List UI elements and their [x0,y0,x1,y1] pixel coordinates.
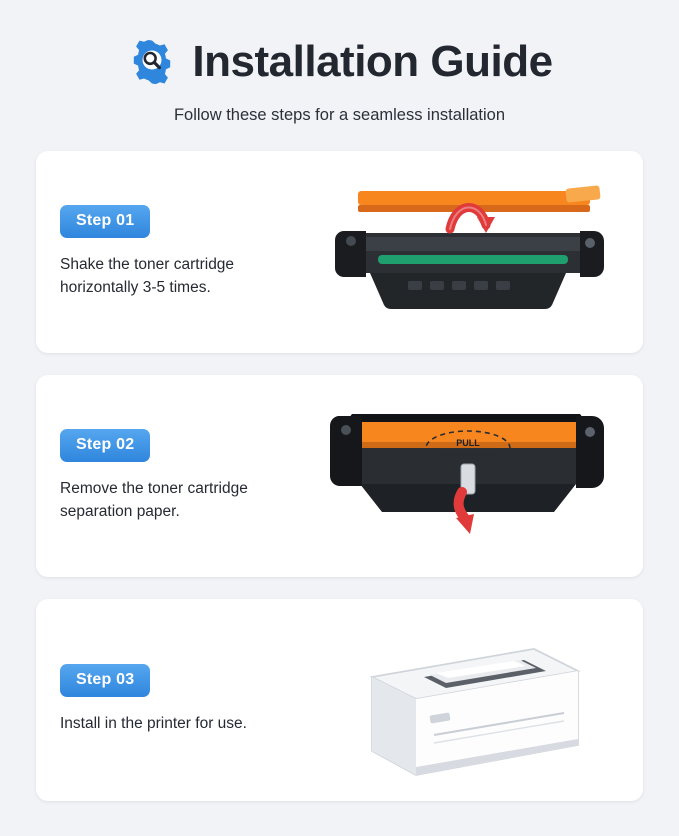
step-text [60,664,310,735]
step-description: Install in the printer for use. [60,715,247,733]
step-illustration [310,599,625,801]
pull-tab-sublabel: Pull out before installation [438,452,497,458]
pull-tab-label: PULL [455,438,480,448]
step-badge: Step 01 [60,205,150,238]
step-text [60,205,310,299]
step-description: Remove the toner cartridge separation paper. [60,480,248,520]
page-header [36,36,643,88]
steps-list [36,151,643,801]
step-card [36,151,643,353]
page-title: Installation Guide [192,37,553,86]
step-text [60,429,310,523]
step-badge: Step 02 [60,429,150,462]
gear-search-icon [126,36,178,88]
step-illustration [310,151,625,353]
step-card [36,599,643,801]
step-badge: Step 03 [60,664,150,697]
step-card [36,375,643,577]
page-subtitle: Follow these steps for a seamless installation [173,106,506,124]
step-illustration [310,375,625,577]
step-description: Shake the toner cartridge horizontally 3-5 times. [60,256,235,296]
